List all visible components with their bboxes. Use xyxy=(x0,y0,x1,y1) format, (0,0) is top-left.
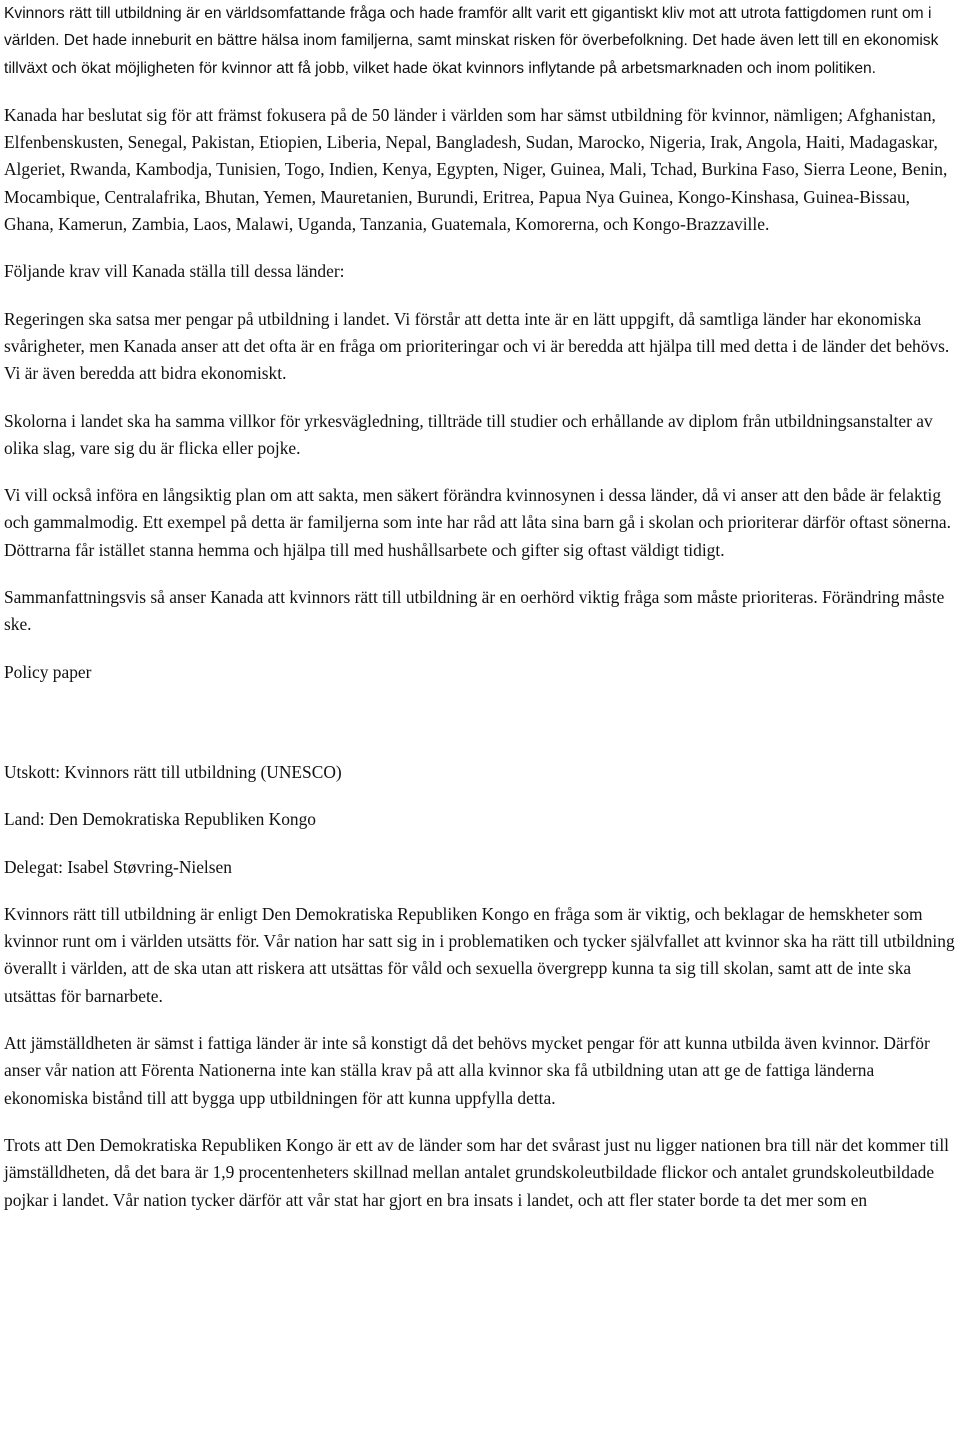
delegate-line: Delegat: Isabel Støvring-Nielsen xyxy=(4,856,232,877)
drc-intro-paragraph: Kvinnors rätt till utbildning är enligt Den Demokratiska Republiken Kongo en fråga som är viktig, och beklagar de hemskheter som kvinnor runt om i världen utsätts för. Vår nation har satt sig in i problematiken och tycker självfallet att kvinnor ska ha rätt till utbildning överallt i världen, att de ska utan att riskera att utsättas för våld och sexuella övergrepp kunna ta sig till skolan, samt att de inte ska utsättas för barnarbete. xyxy=(4,903,955,1006)
government-paragraph: Regeringen ska satsa mer pengar på utbildning i landet. Vi förstår att detta inte är en lätt uppgift, då samtliga länder har ekonomiska svårigheter, men Kanada anser att det ofta är en fråga om prioriteringar och vi är beredda att hjälpa till med detta i de länder det behövs. Vi är även beredda att bidra ekonomiskt. xyxy=(4,308,950,384)
drc-equality-paragraph: Att jämställdheten är sämst i fattiga länder är inte så konstigt då det behövs mycket pengar för att kunna utbilda även kvinnor. Därför anser vår nation att Förenta Nationerna inte kan ställa krav på att alla kvinnor ska få utbildning utan att ge de fattiga länderna ekonomiska bistånd till att bygga upp utbildningen för att kunna uppfylla detta. xyxy=(4,1033,930,1108)
demands-intro-paragraph: Följande krav vill Kanada ställa till dessa länder: xyxy=(4,261,345,282)
committee-line: Utskott: Kvinnors rätt till utbildning (UNESCO) xyxy=(4,761,342,782)
drc-despite-paragraph: Trots att Den Demokratiska Republiken Kongo är ett av de länder som har det svårast just nu ligger nationen bra till när det kommer till jämställdheten, då det bara är 1,9 procentenheters skillnad mellan antalet grundskoleutbildade flickor och antalet grundskoleutbildade pojkar i landet. Vår nation tycker därför att vår stat har gjort en bra insats i landet, och att fler stater borde ta det mer som en xyxy=(4,1134,949,1210)
policy-paper-heading: Policy paper xyxy=(4,661,92,682)
longterm-paragraph: Vi vill också införa en långsiktig plan om att sakta, men säkert förändra kvinnosynen i dessa länder, då vi anser att den både är felaktig och gammalmodig. Ett exempel på detta är familjerna som inte har råd att låta sina barn gå i skolan och prioriterar därför oftast sönerna. Döttrarna får istället stanna hemma och hjälpa till med hushållsarbete och gifter sig oftast väldigt tidigt. xyxy=(4,485,951,560)
intro-paragraph: Kvinnors rätt till utbildning är en världsomfattande fråga och hade framför allt varit ett gigantiskt kliv mot att utrota fattigdomen runt om i världen. Det hade inneburit en bättre hälsa inom familjerna, samt minskat risken för överbefolkning. Det hade även lett till en ekonomisk tillväxt och ökat möjligheten för kvinnor att få jobb, vilket hade ökat kvinnors inflytande på arbetsmarknaden och inom politiken. xyxy=(4,5,939,77)
schools-paragraph: Skolorna i landet ska ha samma villkor för yrkesvägledning, tillträde till studier och erhållande av diplom från utbildningsanstalter av olika slag, vare sig du är flicka eller pojke. xyxy=(4,410,933,458)
country-line: Land: Den Demokratiska Republiken Kongo xyxy=(4,809,316,830)
summary-paragraph: Sammanfattningsvis så anser Kanada att kvinnors rätt till utbildning är en oerhörd viktig fråga som måste prioriteras. Förändring måste ske. xyxy=(4,587,945,635)
canada-focus-paragraph: Kanada har beslutat sig för att främst fokusera på de 50 länder i världen som har sämst utbildning för kvinnor, nämligen; Afghanistan, Elfenbenskusten, Senegal, Pakistan, Etiopien, Liberia, Nepal, Bangladesh, Sudan, Marocko, Nigeria, Irak, Angola, Haiti, Madagaskar, Algeriet, Rwanda, Kambodja, Tunisien, Togo, Indien, Kenya, Egypten, Niger, Guinea, Mali, Tchad, Burkina Faso, Sierra Leone, Benin, Mocambique, Centralafrika, Bhutan, Yemen, Mauretanien, Burundi, Eritrea, Papua Nya Guinea, Kongo-Kinshasa, Guinea-Bissau, Ghana, Kamerun, Zambia, Laos, Malawi, Uganda, Tanzania, Guatemala, Komorerna, och Kongo-Brazzaville. xyxy=(4,104,948,235)
